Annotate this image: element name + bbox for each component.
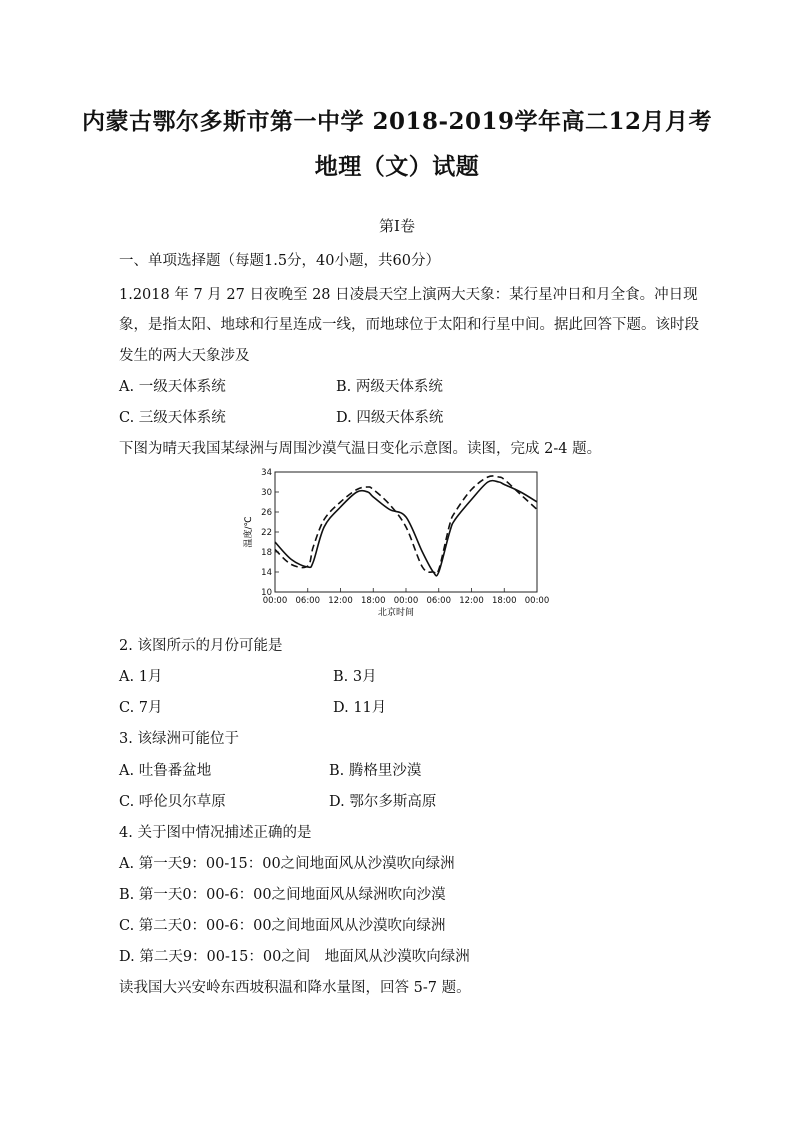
x-tick-label: 18:00 <box>361 596 386 606</box>
y-tick-label: 30 <box>261 488 272 498</box>
q3-option-d: D. 鄂尔多斯高原 <box>329 794 437 810</box>
y-ticks <box>261 468 279 598</box>
x-tick-label: 00:00 <box>262 596 288 606</box>
x-tick-label: 00:00 <box>524 596 550 606</box>
x-axis-label: 北京时间 <box>377 608 415 618</box>
section-heading: 一、单项选择题（每题1.5分，40小题，共60分） <box>119 253 440 269</box>
q2-option-a: A. 1月 <box>119 669 163 685</box>
y-tick-label: 26 <box>261 508 272 518</box>
y-tick-label: 10 <box>261 588 272 598</box>
q2-stem: 2. 该图所示的月份可能是 <box>119 638 283 654</box>
q3-option-c: C. 呼伦贝尔草原 <box>119 794 226 810</box>
y-axis-label: 温度/℃ <box>244 516 254 548</box>
volume-heading: 第Ⅰ卷 <box>379 217 415 235</box>
q4-option-c: C. 第二天0：00-6：00之间地面风从沙漠吹向绿洲 <box>119 918 446 934</box>
q1-line-1: 1.2018 年 7 月 27 日夜晚至 28 日凌晨天空上演两大天象：某行星冲日和月全食。冲日现 <box>119 287 698 303</box>
q3-option-a: A. 吐鲁番盆地 <box>119 763 212 779</box>
x-ticks <box>263 588 550 606</box>
plot-frame <box>275 472 537 592</box>
x-tick-label: 12:00 <box>328 596 353 606</box>
q3-option-b: B. 腾格里沙漠 <box>329 763 422 779</box>
q1-line-3: 发生的两大天象涉及 <box>119 348 250 364</box>
temperature-chart <box>238 466 556 623</box>
title-line-1: 内蒙古鄂尔多斯市第一中学 2018-2019学年高二12月月考 <box>81 108 713 135</box>
q4-stem: 4. 关于图中情况捕述正确的是 <box>119 825 312 841</box>
q2-option-d: D. 11月 <box>333 700 387 716</box>
x-tick-label: 00:00 <box>393 596 419 606</box>
plot-area <box>275 472 537 592</box>
title-line-2: 地理（文）试题 <box>314 153 480 180</box>
y-tick-label: 18 <box>261 548 272 558</box>
q2-option-b: B. 3月 <box>333 669 377 685</box>
intro-5-7: 读我国大兴安岭东西坡积温和降水量图，回答 5-7 题。 <box>119 980 471 996</box>
q1-option-c: C. 三级天体系统 <box>119 410 226 426</box>
q4-option-a: A. 第一天9：00-15：00之间地面风从沙漠吹向绿洲 <box>119 856 455 872</box>
q1-option-d: D. 四级天体系统 <box>336 410 444 426</box>
q1-line-2: 象，是指太阳、地球和行星连成一线，而地球位于太阳和行星中间。据此回答下题。该时段 <box>119 317 699 333</box>
q1-option-b: B. 两级天体系统 <box>336 379 443 395</box>
y-tick-label: 22 <box>261 528 272 538</box>
y-tick-label: 14 <box>261 568 272 578</box>
x-tick-label: 12:00 <box>459 596 484 606</box>
q3-stem: 3. 该绿洲可能位于 <box>119 731 239 747</box>
x-tick-label: 06:00 <box>426 596 451 606</box>
q2-option-c: C. 7月 <box>119 700 163 716</box>
intro-2-4: 下图为晴天我国某绿洲与周围沙漠气温日变化示意图。读图，完成 2-4 题。 <box>119 441 602 457</box>
x-tick-label: 18:00 <box>492 596 517 606</box>
q4-option-d: D. 第二天9：00-15：00之间 地面风从沙漠吹向绿洲 <box>119 949 470 965</box>
y-tick-label: 34 <box>261 468 272 478</box>
q4-option-b: B. 第一天0：00-6：00之间地面风从绿洲吹向沙漠 <box>119 887 446 903</box>
q1-option-a: A. 一级天体系统 <box>119 379 226 395</box>
x-tick-label: 06:00 <box>295 596 320 606</box>
